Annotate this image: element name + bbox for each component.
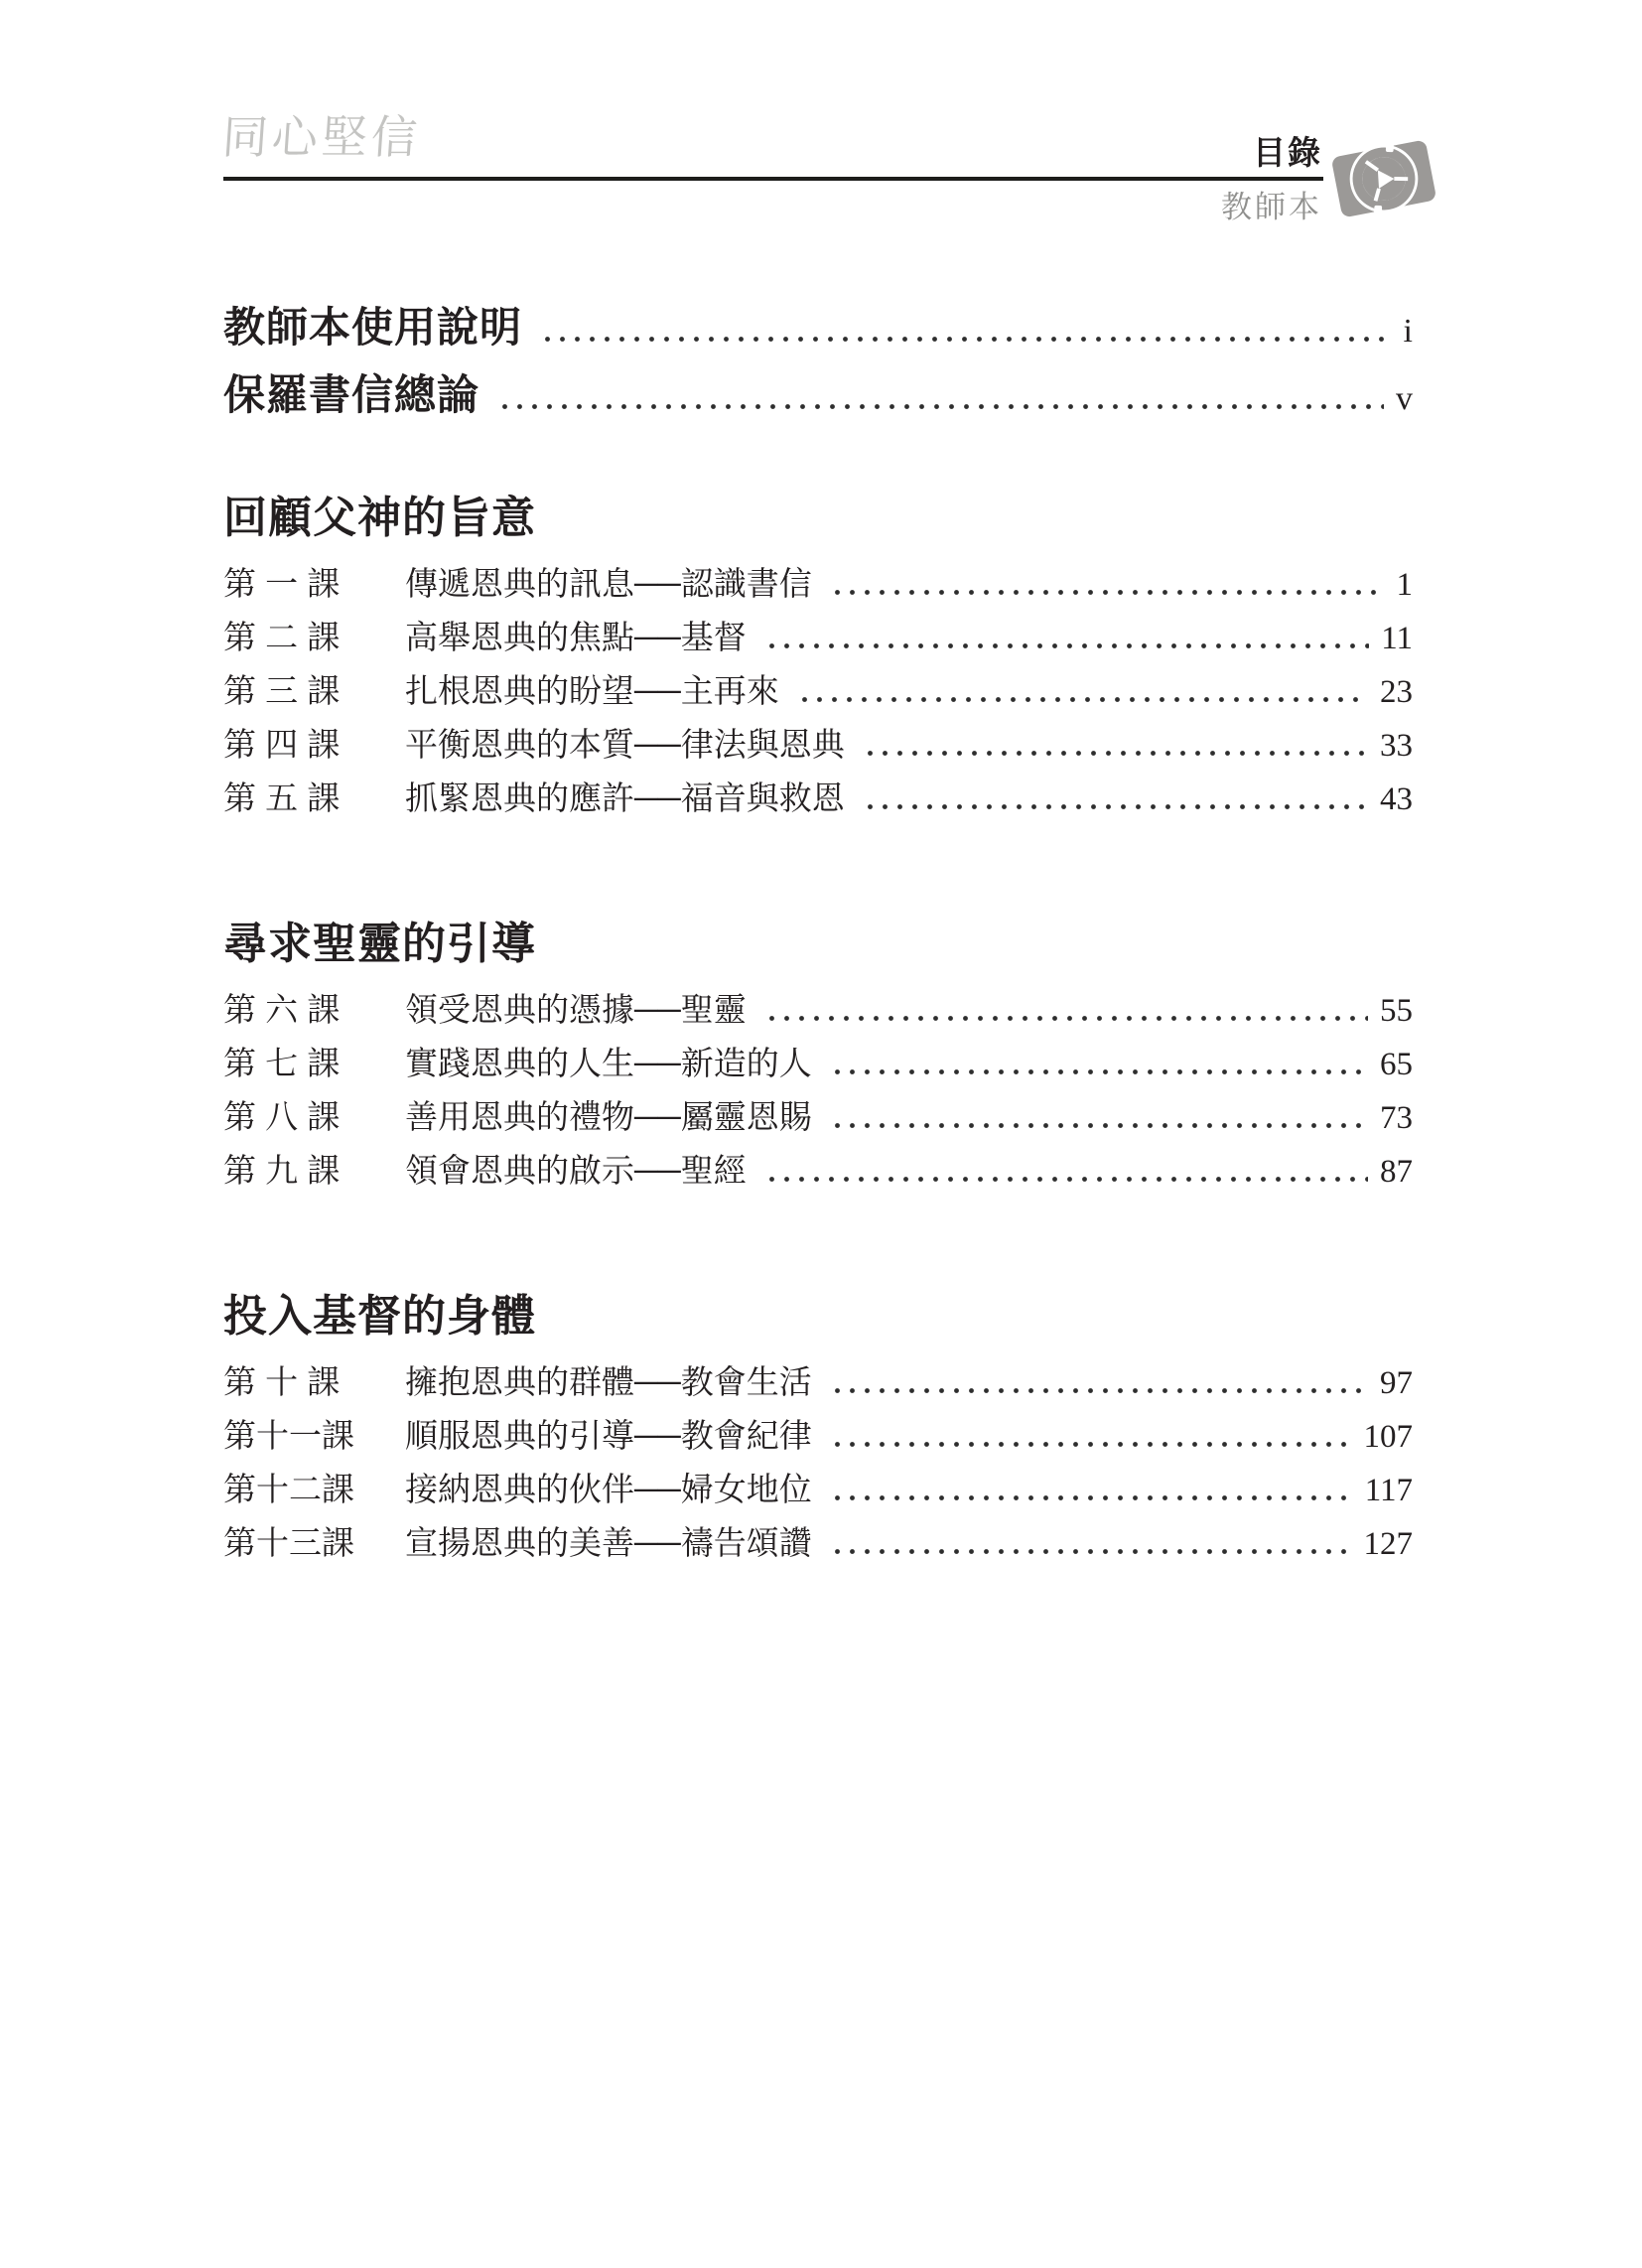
dot-leader [863, 751, 1368, 756]
toc-entry [223, 772, 1413, 825]
lesson-number-label: 第 三 課 [223, 672, 341, 709]
lesson-number-label: 第十一課 [223, 1417, 354, 1454]
page-number: 43 [1380, 781, 1413, 817]
lesson-title: 實踐恩典的人生──新造的人 [405, 1045, 812, 1081]
section-list [223, 495, 1413, 1570]
lesson-number-label: 第 二 課 [223, 619, 341, 655]
lesson-number-label: 第 十 課 [223, 1363, 341, 1400]
toc-entry [223, 718, 1413, 772]
page-number: 87 [1380, 1154, 1413, 1190]
toc-section [223, 495, 1413, 825]
toc-entry [223, 1463, 1413, 1516]
lesson-title: 領會恩典的啟示──聖經 [405, 1152, 747, 1189]
toc-entry [223, 1037, 1413, 1090]
toc-section [223, 1293, 1413, 1570]
dot-leader [764, 1016, 1368, 1021]
lesson-number-label: 第 八 課 [223, 1098, 341, 1135]
lesson-title: 抓緊恩典的應許──福音與救恩 [405, 780, 845, 816]
edition-label: 教師本 [1221, 190, 1322, 224]
toc-entry [223, 1516, 1413, 1570]
lesson-list [223, 557, 1413, 825]
page-number: 127 [1363, 1526, 1413, 1562]
lesson-title: 高舉恩典的焦點──基督 [405, 619, 747, 655]
page-number: v [1396, 380, 1413, 417]
dot-leader [830, 1069, 1368, 1074]
toc-body [223, 294, 1413, 1570]
dot-leader [797, 697, 1368, 702]
page-number: 73 [1380, 1100, 1413, 1136]
lesson-number-label: 第 五 課 [223, 780, 341, 816]
dot-leader [830, 1442, 1352, 1447]
page-number: 23 [1380, 674, 1413, 710]
dot-leader [830, 1495, 1353, 1500]
lesson-title: 扎根恩典的盼望──主再來 [405, 672, 779, 709]
lesson-title: 擁抱恩典的群體──教會生活 [405, 1363, 812, 1400]
lesson-number-label: 第 九 課 [223, 1152, 341, 1189]
dot-leader [830, 1549, 1352, 1554]
toc-entry [223, 664, 1413, 718]
lesson-title: 接納恩典的伙伴──婦女地位 [405, 1471, 812, 1507]
page-number: 55 [1380, 993, 1413, 1029]
front-matter-list [223, 294, 1413, 429]
page-number: 65 [1380, 1047, 1413, 1082]
lesson-title: 順服恩典的引導──教會紀律 [405, 1417, 812, 1454]
dot-leader [497, 404, 1384, 409]
dot-leader [863, 804, 1368, 809]
page-number: 97 [1380, 1365, 1413, 1401]
page-number: 11 [1381, 621, 1413, 656]
toc-entry [223, 1144, 1413, 1198]
front-matter-entry [223, 361, 1413, 429]
toc-entry [223, 1090, 1413, 1144]
lesson-number-label: 第 七 課 [223, 1045, 341, 1081]
section-heading: 尋求聖靈的引導 [223, 920, 536, 968]
dot-leader [830, 1388, 1368, 1393]
page-number: 1 [1396, 567, 1413, 603]
lesson-number-label: 第 六 課 [223, 991, 341, 1028]
page-number: 107 [1363, 1419, 1413, 1455]
toc-page-label: 目錄 [1253, 134, 1322, 171]
page-number: i [1403, 313, 1413, 350]
lesson-title: 宣揚恩典的美善──禱告頌讚 [405, 1524, 812, 1561]
dot-leader [540, 337, 1392, 342]
dot-leader [764, 1177, 1368, 1182]
lesson-number-label: 第十二課 [223, 1471, 354, 1507]
lesson-title: 領受恩典的憑據──聖靈 [405, 991, 747, 1028]
lesson-list [223, 1355, 1413, 1570]
front-matter-entry [223, 294, 1413, 361]
toc-entry [223, 983, 1413, 1037]
toc-entry [223, 611, 1413, 664]
page-number: 33 [1380, 728, 1413, 764]
toc-section [223, 921, 1413, 1198]
lesson-list [223, 983, 1413, 1198]
dot-leader [830, 1123, 1368, 1128]
lesson-title: 平衡恩典的本質──律法與恩典 [405, 726, 845, 763]
lesson-number-label: 第 四 課 [223, 726, 341, 763]
section-heading: 投入基督的身體 [223, 1292, 536, 1341]
section-heading: 回顧父神的旨意 [223, 494, 536, 542]
lesson-number-label: 第 一 課 [223, 565, 341, 602]
dot-leader [764, 643, 1369, 648]
header-rule [223, 177, 1323, 181]
toc-entry [223, 557, 1413, 611]
lesson-number-label: 第十三課 [223, 1524, 354, 1561]
front-matter-title: 保羅書信總論 [223, 371, 480, 418]
lesson-title: 傳遞恩典的訊息──認識書信 [405, 565, 812, 602]
publisher-logo-icon [1326, 121, 1441, 236]
lesson-title: 善用恩典的禮物──屬靈恩賜 [405, 1098, 812, 1135]
brand-logo: 同心堅信 [220, 110, 423, 164]
page-number: 117 [1364, 1473, 1413, 1508]
toc-entry [223, 1409, 1413, 1463]
front-matter-title: 教師本使用說明 [223, 304, 523, 351]
dot-leader [830, 590, 1385, 595]
toc-entry [223, 1355, 1413, 1409]
